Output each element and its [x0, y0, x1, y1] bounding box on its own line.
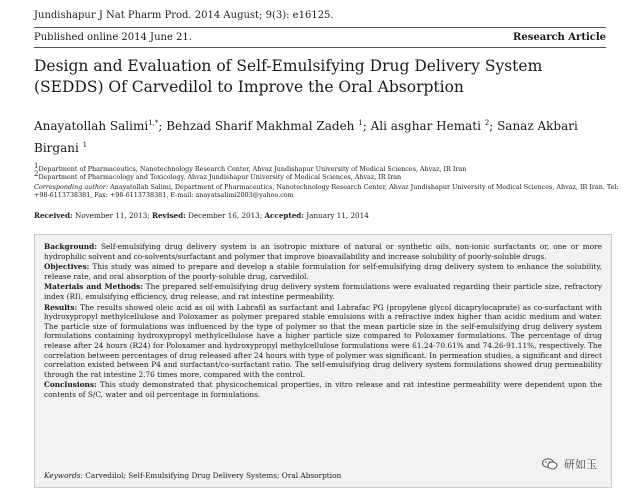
wechat-icon [542, 458, 558, 470]
published-date: Published online 2014 June 21. [34, 32, 192, 43]
author: Sanaz Akbari Birgani $^1$ [34, 119, 578, 155]
abstract-methods: Materials and Methods: The prepared self-emulsifying drug delivery system formulations were evaluated regarding their particle size, refractory index (RI), emulsifying efficiency, drug release, and rat intestine permeability. [44, 282, 602, 301]
watermark-text: 研如玉 [564, 458, 597, 471]
abstract-conclusions: Conclusions: This study demonstrated that physicochemical properties, in vitro release and rat intestine permeability were dependent upon the contents of S/C, water and oil percentage in formulations. [44, 380, 602, 399]
author-list [34, 114, 606, 158]
header-rule-bottom [34, 47, 606, 48]
abstract-results: Results: The results showed oleic acid as oil with Labrafil as surfactant and Labrafac PG (propylene glycol dicaprylocaprate) as co-surfactant with hydroxypropyl methylcellulose and Poloxamer as polymer prepared stable emulsions with a refractive index higher than acidic medium and water. The particle size of formulations was influenced by the type of polymer so that the mean particle size in the self-emulsifying drug delivery system formulations containing hydroxypropyl methylcellulose have a higher particle size compared to Poloxamer formulations. The percentage of drug release after 24 hours (R24) for Poloxamer and hydroxypropyl methylcellulose formulations were 61.24-70.61% and 74.26-91.11%, respectively. The correlation between percentages of drug released after 24 hours with type of polymer was significant. In permeation studies, a significant and direct correlation existed between P4 and surfactant/co-surfactant ratio. The self-emulsifying drug delivery system formulations showed drug permeability through the rat intestine 2.76 times more, compared with the control. [44, 302, 602, 379]
abstract-box [34, 234, 612, 488]
journal-citation: Jundishapur J Nat Pharm Prod. 2014 August; 9(3): e16125. [34, 10, 334, 21]
article-type: Research Article [513, 32, 606, 43]
affiliation-1: $^1$Department of Pharmaceutics, Nanotechnology Research Center, Ahvaz Jundishapur University of Medical Sciences, Ahvaz, IR Iran [34, 162, 467, 174]
corresponding-contact: +98-6113738381, Fax: +98-6113738381, E-mail: anayatsalimi2003@yahoo.com [34, 191, 294, 199]
keywords: Keywords: Carvedilol; Self-Emulsifying Drug Delivery Systems; Oral Absorption [44, 471, 342, 480]
affiliation-2: $^2$Department of Pharmacology and Toxicology, Ahvaz Jundishapur University of Medical Sciences, Ahvaz, IR Iran [34, 170, 402, 182]
watermark [542, 456, 597, 472]
abstract-background: Background: Self-emulsifying drug delivery system is an isotropic mixture of natural or synthetic oils, non-ionic surfactants or, one or more hydrophilic solvent and co-solvents/surfactant and polymer that improve bioavailability and increase solubility of poorly-soluble drugs. [44, 242, 602, 261]
publication-row [34, 32, 606, 43]
abstract-objectives: Objectives: This study was aimed to prepare and develop a stable formulation for self-emulsifying drug delivery system to enhance the solubility, release rate, and oral absorption of the poorly-soluble drug, carvedilol. [44, 262, 602, 281]
article-dates: Received: November 11, 2013; Revised: December 16, 2013; Accepted: January 11, 2014 [34, 211, 369, 220]
author: Ali asghar Hemati $^2$; [370, 119, 498, 133]
author: Behzad Sharif Makhmal Zadeh $^1$; [166, 119, 371, 133]
article-title: Design and Evaluation of Self-Emulsifying Drug Delivery System (SEDDS) Of Carvedilol to Improve the Oral Absorption [34, 57, 543, 96]
author: Anayatollah Salimi$^{1,*}$; [34, 119, 167, 133]
header-rule [34, 27, 606, 28]
corresponding-author: Corresponding author: Anayatollah Salimi, Department of Pharmaceutics, Nanotechnology Research Center, Ahvaz Jundishapur University of Medical Sciences, Ahvaz, IR Iran. Tel: [34, 183, 619, 191]
